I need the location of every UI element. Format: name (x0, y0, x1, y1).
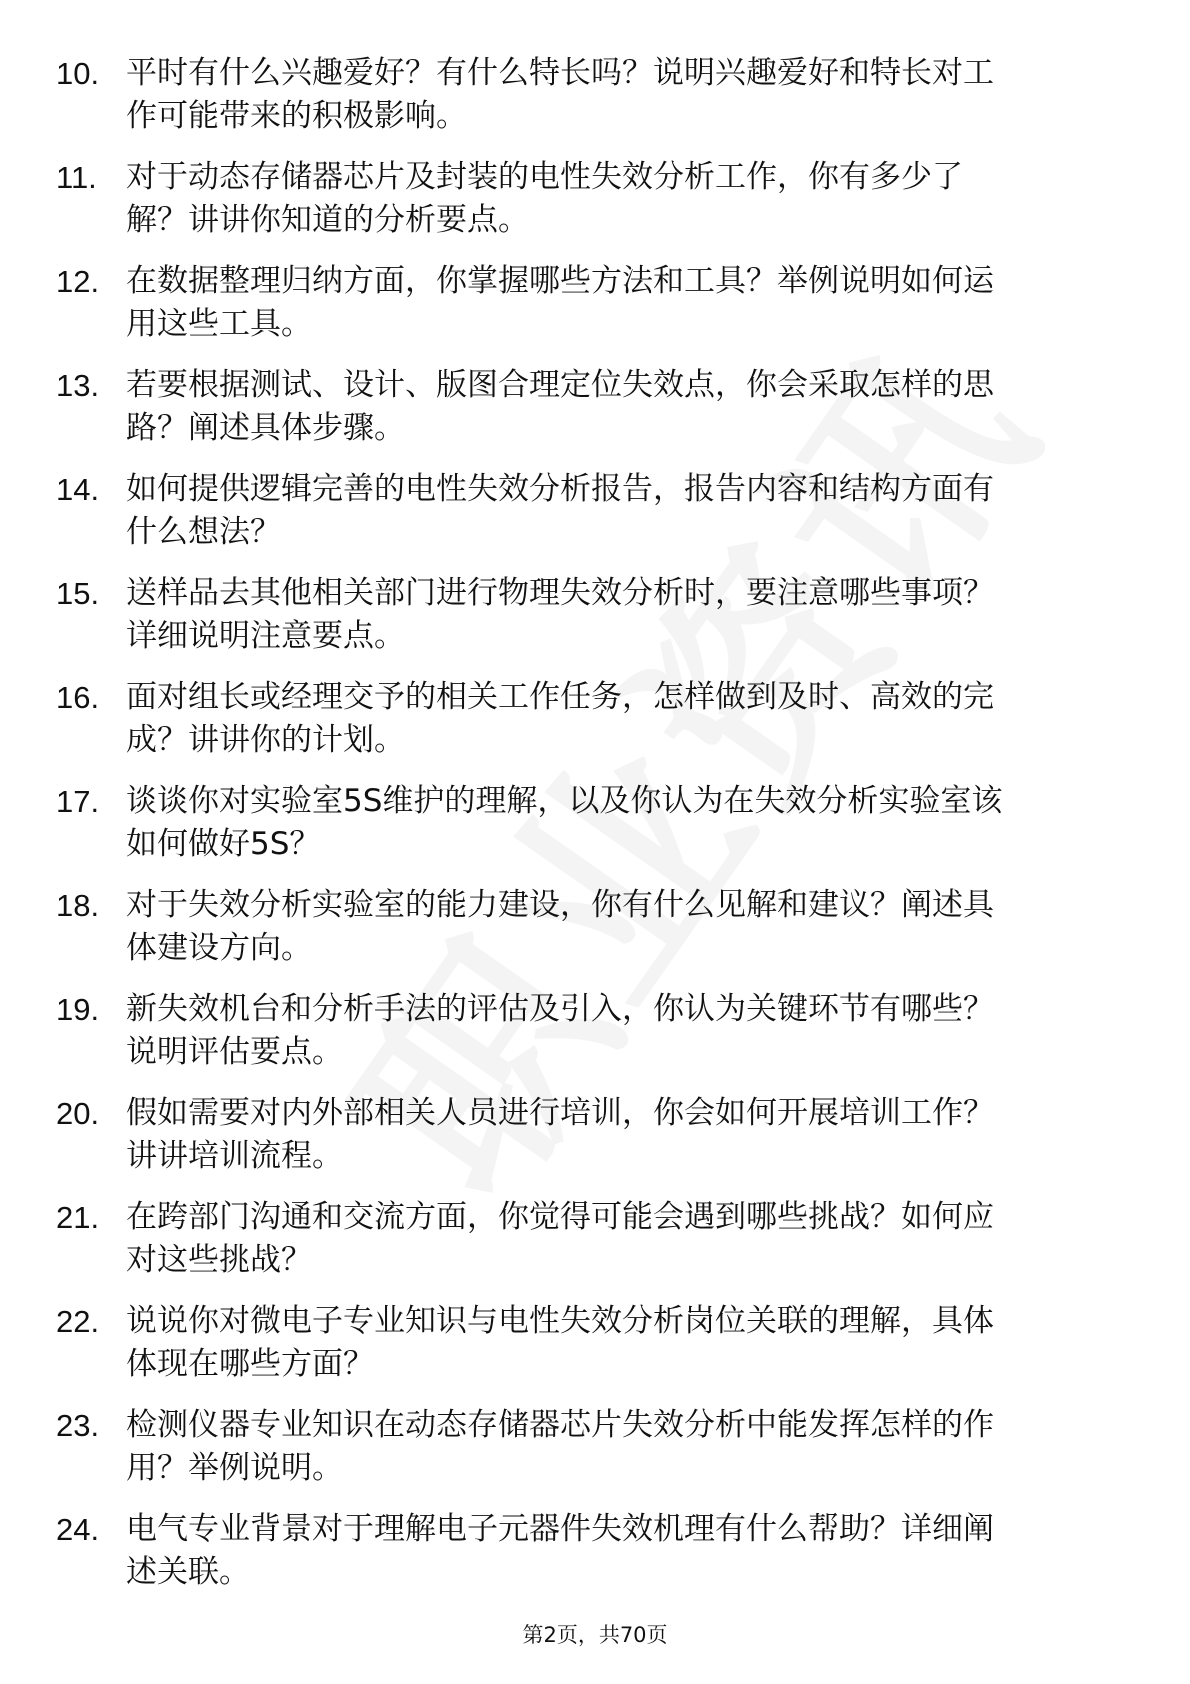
question-item (0, 884, 1190, 988)
question-item (0, 52, 1190, 156)
question-number: 21. (56, 1200, 100, 1235)
question-line: 若要根据测试、设计、版图合理定位失效点，你会采取怎样的思 (126, 367, 994, 403)
question-number: 17. (56, 784, 100, 819)
question-line: 在数据整理归纳方面，你掌握哪些方法和工具？举例说明如何运 (126, 263, 994, 299)
question-text (126, 1508, 1126, 1594)
question-line: 如何提供逻辑完善的电性失效分析报告，报告内容和结构方面有 (126, 471, 994, 507)
question-number: 18. (56, 888, 100, 923)
question-item (0, 1508, 1190, 1612)
question-number: 12. (56, 264, 100, 299)
question-item (0, 1092, 1190, 1196)
question-line: 用这些工具。 (126, 306, 312, 342)
question-text (126, 1404, 1126, 1490)
question-line: 说说你对微电子专业知识与电性失效分析岗位关联的理解，具体 (126, 1303, 994, 1339)
question-text (126, 676, 1126, 762)
page-footer: 第2页，共70页 (522, 1623, 668, 1647)
question-number: 13. (56, 368, 100, 403)
question-text (126, 572, 1126, 658)
question-text (126, 468, 1126, 554)
question-line: 谈谈你对实验室5S维护的理解，以及你认为在失效分析实验室该 (126, 783, 1003, 819)
question-item (0, 1196, 1190, 1300)
question-text (126, 1092, 1126, 1178)
question-line: 平时有什么兴趣爱好？有什么特长吗？说明兴趣爱好和特长对工 (126, 55, 994, 91)
question-item (0, 260, 1190, 364)
question-item (0, 676, 1190, 780)
question-item (0, 572, 1190, 676)
question-text (126, 1300, 1126, 1386)
question-number: 16. (56, 680, 100, 715)
question-line: 体建设方向。 (126, 930, 312, 966)
question-line: 新失效机台和分析手法的评估及引入，你认为关键环节有哪些？ (126, 991, 994, 1027)
question-line: 用？举例说明。 (126, 1450, 343, 1486)
question-line: 电气专业背景对于理解电子元器件失效机理有什么帮助？详细阐 (126, 1511, 994, 1547)
question-item (0, 1404, 1190, 1508)
question-line: 检测仪器专业知识在动态存储器芯片失效分析中能发挥怎样的作 (126, 1407, 994, 1443)
question-line: 作可能带来的积极影响。 (126, 98, 467, 134)
question-line: 什么想法？ (126, 514, 281, 550)
question-text (126, 260, 1126, 346)
question-item (0, 780, 1190, 884)
question-line: 路？阐述具体步骤。 (126, 410, 405, 446)
question-line: 对于动态存储器芯片及封装的电性失效分析工作，你有多少了 (126, 159, 963, 195)
question-line: 体现在哪些方面？ (126, 1346, 374, 1382)
question-list (0, 52, 1190, 1612)
question-line: 解？讲讲你知道的分析要点。 (126, 202, 529, 238)
question-line: 详细说明注意要点。 (126, 618, 405, 654)
question-item (0, 1300, 1190, 1404)
question-number: 14. (56, 472, 100, 507)
question-line: 面对组长或经理交予的相关工作任务，怎样做到及时、高效的完 (126, 679, 994, 715)
question-line: 在跨部门沟通和交流方面，你觉得可能会遇到哪些挑战？如何应 (126, 1199, 994, 1235)
question-item (0, 364, 1190, 468)
question-text (126, 52, 1126, 138)
question-line: 说明评估要点。 (126, 1034, 343, 1070)
question-text (126, 1196, 1126, 1282)
question-item (0, 988, 1190, 1092)
question-line: 假如需要对内外部相关人员进行培训，你会如何开展培训工作？ (126, 1095, 994, 1131)
question-item (0, 156, 1190, 260)
question-number: 19. (56, 992, 100, 1027)
question-text (126, 364, 1126, 450)
question-line: 如何做好5S？ (126, 826, 321, 862)
question-line: 送样品去其他相关部门进行物理失效分析时，要注意哪些事项？ (126, 575, 994, 611)
question-number: 20. (56, 1096, 100, 1131)
question-line: 讲讲培训流程。 (126, 1138, 343, 1174)
question-line: 对于失效分析实验室的能力建设，你有什么见解和建议？阐述具 (126, 887, 994, 923)
question-line: 述关联。 (126, 1554, 250, 1590)
question-text (126, 156, 1126, 242)
question-number: 10. (56, 56, 100, 91)
question-number: 24. (56, 1512, 100, 1547)
question-text (126, 988, 1126, 1074)
question-text (126, 780, 1126, 866)
question-line: 对这些挑战？ (126, 1242, 312, 1278)
question-item (0, 468, 1190, 572)
question-number: 23. (56, 1408, 100, 1443)
question-number: 11. (56, 160, 97, 195)
question-number: 15. (56, 576, 100, 611)
question-number: 22. (56, 1304, 100, 1339)
question-text (126, 884, 1126, 970)
question-line: 成？讲讲你的计划。 (126, 722, 405, 758)
